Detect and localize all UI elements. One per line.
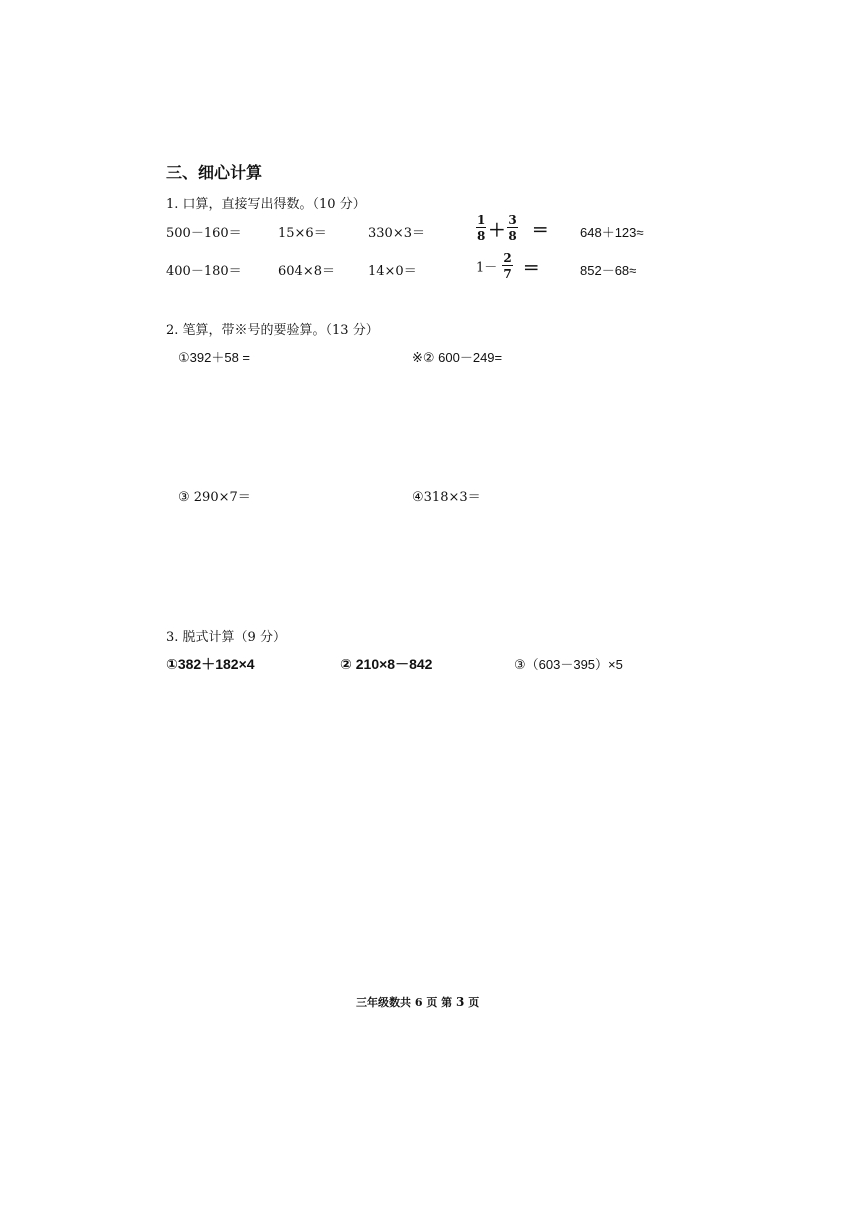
section-title: 三、细心计算 bbox=[166, 163, 263, 182]
q2-item-3: ③ 290×7＝ bbox=[178, 490, 251, 505]
q3-item-1: ①382＋182×4 bbox=[166, 656, 255, 672]
question-3-title: 3. 脱式计算（9 分） bbox=[166, 630, 286, 645]
fraction-1-8 bbox=[476, 214, 486, 242]
q1-item-7: 604×8＝ bbox=[278, 264, 335, 279]
q1-item-fraction-sub bbox=[476, 252, 542, 280]
page-number: 3 bbox=[456, 995, 465, 1009]
fraction-2-7 bbox=[502, 252, 512, 280]
q1-item-3: 330×3＝ bbox=[368, 226, 425, 241]
fraction-numerator: 1 bbox=[477, 213, 486, 227]
q1-item-10: 852－68≈ bbox=[580, 263, 637, 278]
minuend: 1－ bbox=[476, 260, 498, 276]
footer-suffix: 页 bbox=[468, 996, 480, 1009]
plus-sign: ＋ bbox=[488, 220, 506, 241]
q1-item-1: 500－160＝ bbox=[166, 226, 242, 241]
fraction-3-8 bbox=[507, 214, 517, 242]
fraction-denominator: 7 bbox=[503, 267, 512, 281]
question-1-title: 1. 口算，直接写出得数。（10 分） bbox=[166, 197, 366, 212]
q1-item-2: 15×6＝ bbox=[278, 226, 327, 241]
q3-item-2: ② 210×8－842 bbox=[340, 656, 433, 672]
q2-item-4: ④318×3＝ bbox=[412, 490, 481, 505]
page-footer bbox=[356, 994, 479, 1010]
equals-sign: ＝ bbox=[522, 258, 540, 279]
fraction-numerator: 2 bbox=[503, 251, 512, 265]
fraction-numerator: 3 bbox=[508, 213, 517, 227]
q3-item-3: ③（603－395）×5 bbox=[514, 657, 623, 672]
q1-item-6: 400－180＝ bbox=[166, 264, 242, 279]
q2-item-2: ※② 600－249= bbox=[412, 350, 503, 365]
fraction-denominator: 8 bbox=[508, 229, 517, 243]
footer-text: 三年级数共 6 页 第 bbox=[356, 996, 453, 1009]
q2-item-1: ①392＋58 = bbox=[178, 350, 251, 365]
fraction-denominator: 8 bbox=[477, 229, 486, 243]
q1-item-5: 648＋123≈ bbox=[580, 225, 644, 240]
question-2-title: 2. 笔算，带※号的要验算。（13 分） bbox=[166, 323, 379, 338]
q1-item-fraction-add bbox=[476, 214, 551, 242]
q1-item-8: 14×0＝ bbox=[368, 264, 417, 279]
equals-sign: ＝ bbox=[531, 220, 549, 241]
